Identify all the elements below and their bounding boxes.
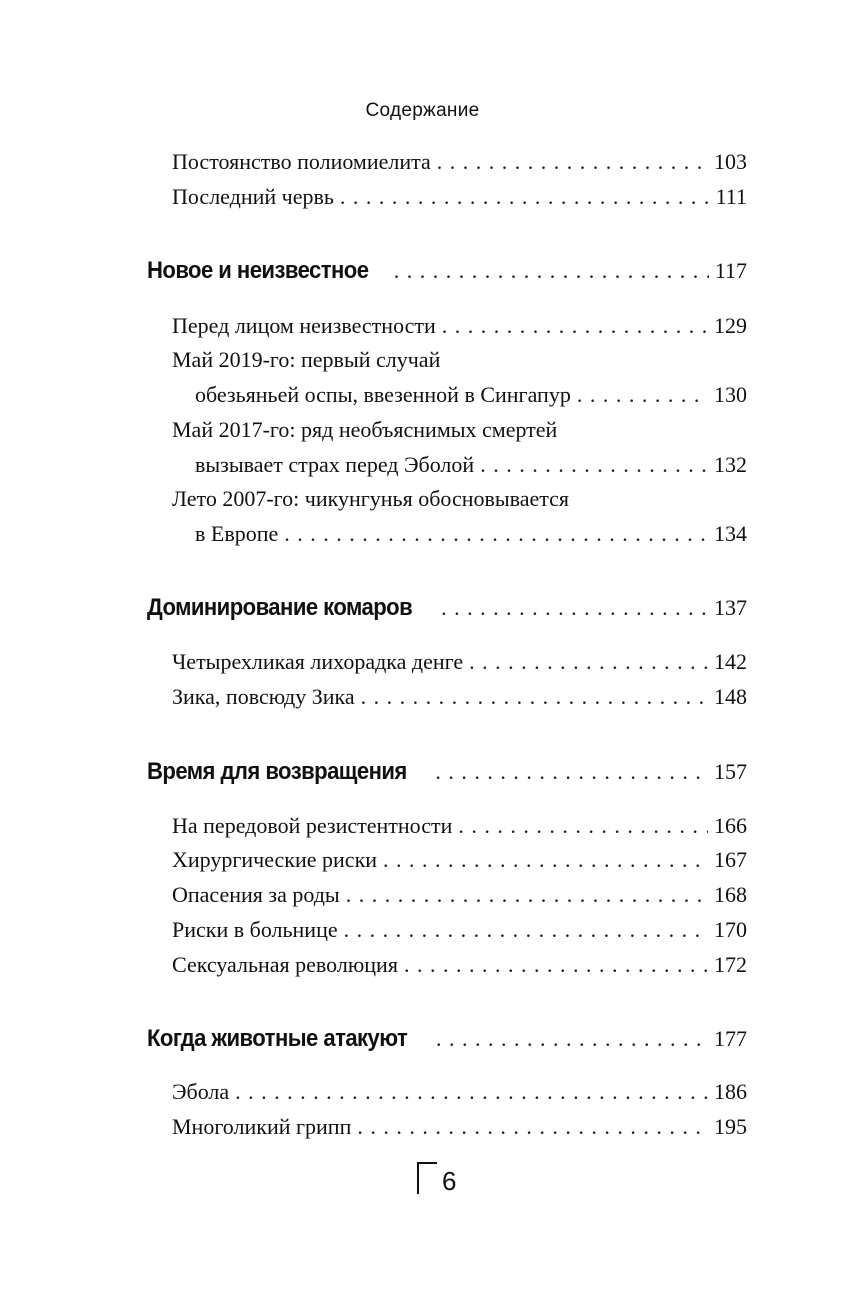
dot-leader bbox=[344, 915, 708, 945]
toc-entry-title: Четырехликая лихорадка денге bbox=[172, 649, 464, 674]
dot-leader bbox=[284, 519, 708, 549]
dot-leader bbox=[436, 1024, 708, 1054]
toc-entry-title: Перед лицом неизвестности bbox=[172, 313, 436, 338]
toc-entry bbox=[172, 147, 747, 177]
toc-entry-page: 177 bbox=[714, 1026, 747, 1051]
toc-entry-title: Хирургические риски bbox=[172, 847, 378, 872]
toc-section-heading bbox=[147, 1024, 747, 1054]
toc-entry bbox=[172, 915, 747, 945]
dot-leader bbox=[340, 182, 710, 212]
toc-section-title: Время для возвращения bbox=[147, 758, 407, 785]
page-folio bbox=[415, 1160, 475, 1200]
toc-entry bbox=[195, 380, 747, 410]
toc-section-title: Новое и неизвестное bbox=[147, 257, 369, 284]
dot-leader bbox=[361, 682, 708, 712]
folio-corner-mark bbox=[415, 1160, 439, 1196]
toc-entry-title: Опасения за роды bbox=[172, 882, 340, 907]
toc-section-heading bbox=[147, 757, 747, 787]
toc-entry-title-line1: Май 2017-го: ряд необъяснимых смертей bbox=[172, 417, 558, 442]
toc-entry bbox=[172, 647, 747, 677]
dot-leader bbox=[394, 256, 709, 286]
toc-entry-page: 103 bbox=[714, 149, 747, 174]
toc-entry-title: Риски в больнице bbox=[172, 917, 338, 942]
toc-entry-page: 166 bbox=[714, 813, 747, 838]
toc-entry-page: 142 bbox=[714, 649, 747, 674]
toc-entry-page: 172 bbox=[714, 952, 747, 977]
toc-entry bbox=[195, 450, 747, 480]
toc-entry-title: Эбола bbox=[172, 1079, 230, 1104]
toc-entry-title: Постоянство полиомиелита bbox=[172, 149, 431, 174]
toc-entry bbox=[172, 880, 747, 910]
dot-leader bbox=[469, 647, 708, 677]
toc-entry bbox=[172, 811, 747, 841]
dot-leader bbox=[577, 380, 708, 410]
toc-entry bbox=[172, 311, 747, 341]
toc-entry-page: 157 bbox=[714, 759, 747, 784]
toc-entry-title-line2: вызывает страх перед Эболой bbox=[195, 452, 475, 477]
toc-entry bbox=[172, 682, 747, 712]
dot-leader bbox=[437, 147, 708, 177]
dot-leader bbox=[435, 757, 708, 787]
dot-leader bbox=[480, 450, 708, 480]
toc-entry-page: 134 bbox=[714, 521, 747, 546]
page-number: 6 bbox=[442, 1166, 457, 1196]
toc-entry-title-line1: Май 2019-го: первый случай bbox=[172, 347, 441, 372]
toc-entry-page: 186 bbox=[714, 1079, 747, 1104]
toc-entry-page: 111 bbox=[715, 184, 747, 209]
toc-section-heading bbox=[147, 256, 747, 286]
page-header-title: Содержание bbox=[365, 100, 480, 121]
toc-entry bbox=[195, 519, 747, 549]
toc-entry-page: 130 bbox=[714, 382, 747, 407]
toc-entry-title: На передовой резистентности bbox=[172, 813, 453, 838]
toc-entry-title: Зика, повсюду Зика bbox=[172, 684, 355, 709]
toc-entry-page: 148 bbox=[714, 684, 747, 709]
dot-leader bbox=[441, 593, 708, 623]
dot-leader bbox=[357, 1112, 708, 1142]
toc-entry-title: Сексуальная революция bbox=[172, 952, 398, 977]
toc-entry-page: 137 bbox=[714, 595, 747, 620]
dot-leader bbox=[442, 311, 708, 341]
toc-entry-page: 168 bbox=[714, 882, 747, 907]
dot-leader bbox=[235, 1077, 708, 1107]
toc-entry-title-line2: обезьяньей оспы, ввезенной в Сингапур bbox=[195, 382, 571, 407]
toc-entry bbox=[172, 1112, 747, 1142]
dot-leader bbox=[404, 950, 708, 980]
dot-leader bbox=[458, 811, 708, 841]
toc-entry-page: 132 bbox=[714, 452, 747, 477]
toc-entry-title: Многоликий грипп bbox=[172, 1114, 352, 1139]
dot-leader bbox=[383, 845, 708, 875]
dot-leader bbox=[346, 880, 708, 910]
toc-section-title: Когда животные атакуют bbox=[147, 1025, 408, 1052]
toc-entry-page: 170 bbox=[714, 917, 747, 942]
toc-entry bbox=[172, 182, 747, 212]
toc-entry-page: 195 bbox=[714, 1114, 747, 1139]
toc-entry-title: Последний червь bbox=[172, 184, 334, 209]
toc-entry-title-line2: в Европе bbox=[195, 521, 279, 546]
toc-section-heading bbox=[147, 593, 747, 623]
toc-entry-page: 117 bbox=[714, 258, 747, 283]
toc-entry-page: 167 bbox=[714, 847, 747, 872]
toc-entry bbox=[172, 845, 747, 875]
toc-entry-title-line1: Лето 2007-го: чикунгунья обосновывается bbox=[172, 486, 570, 511]
toc-entry bbox=[172, 950, 747, 980]
toc-entry bbox=[172, 1077, 747, 1107]
toc-section-title: Доминирование комаров bbox=[147, 594, 413, 621]
toc-entry-page: 129 bbox=[714, 313, 747, 338]
